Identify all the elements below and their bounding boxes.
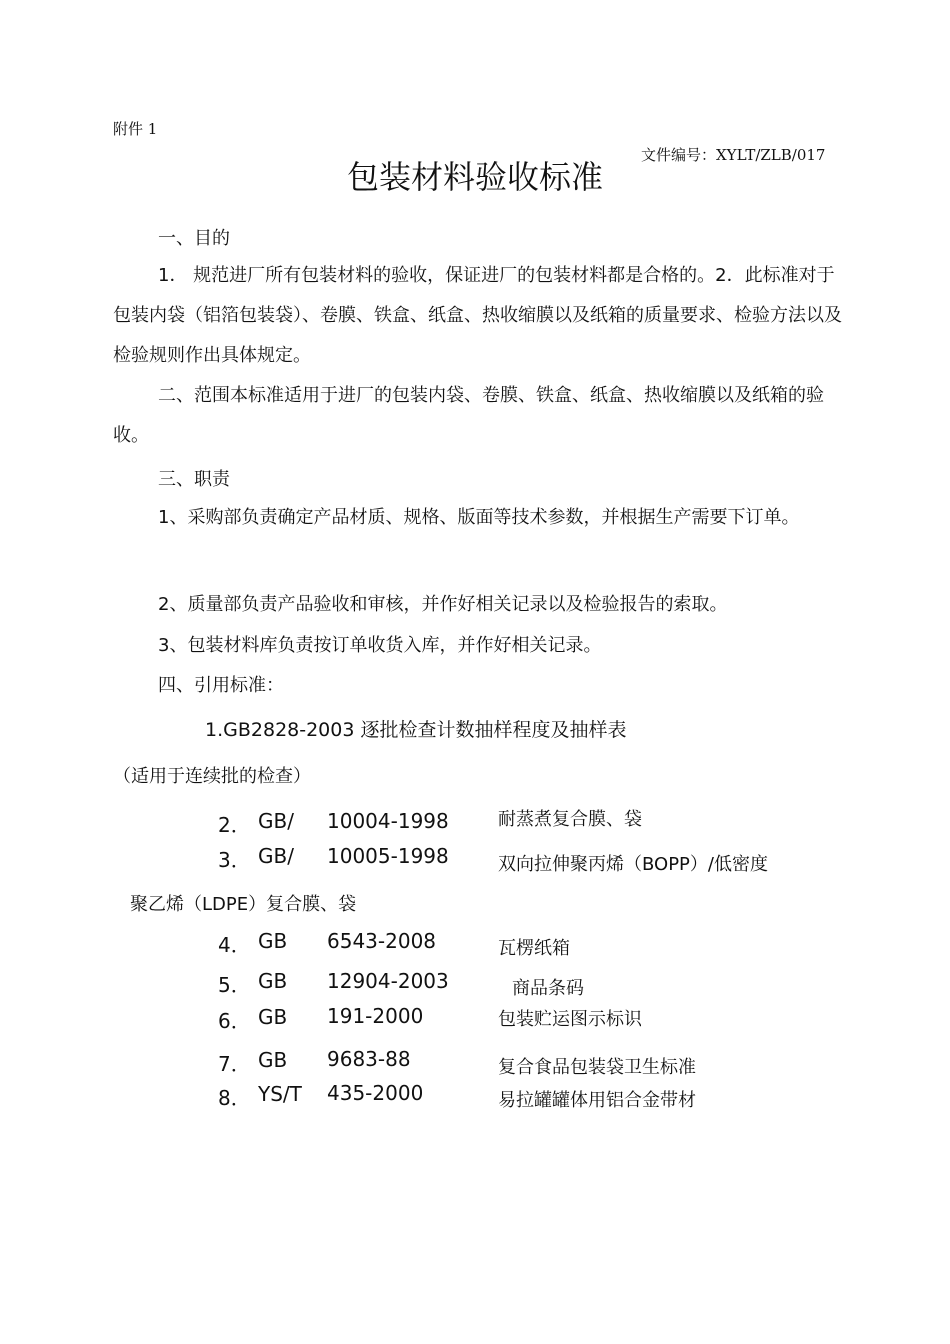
reference-3-desc: 双向拉伸聚丙烯（BOPP）/低密度 (498, 854, 768, 875)
reference-1-note: （适用于连续批的检查） (113, 766, 311, 787)
page-title: 包装材料验收标准 (346, 158, 603, 196)
reference-2-desc: 耐蒸煮复合膜、袋 (498, 809, 642, 830)
reference-2-number: 2． (218, 813, 251, 837)
section-scope-paragraph: 二、范围本标准适用于进厂的包装内袋、卷膜、铁盒、纸盒、热收缩膜以及纸箱的验收。 (113, 385, 824, 446)
reference-6-org: GB (258, 1005, 288, 1029)
reference-8-number: 8． (218, 1086, 251, 1110)
reference-8-org: YS/T (258, 1082, 302, 1106)
duty-item-3: 3、包装材料库负责按订单收货入库，并作好相关记录。 (158, 635, 602, 656)
duty-item-1: 1、采购部负责确定产品材质、规格、版面等技术参数，并根据生产需要下订单。 (158, 507, 800, 528)
reference-4-number: 4． (218, 933, 251, 957)
reference-3-code: 10005-1998 (327, 844, 449, 868)
reference-5-number: 5． (218, 973, 251, 997)
section-reference-heading: 四、引用标准： (158, 675, 284, 696)
reference-3-number: 3． (218, 848, 251, 872)
reference-6-desc: 包装贮运图示标识 (498, 1009, 642, 1030)
reference-4-org: GB (258, 929, 288, 953)
document-number: 文件编号：XYLT/ZLB/017 (641, 146, 826, 164)
reference-8-code: 435-2000 (327, 1081, 424, 1105)
section-duty-heading: 三、职责 (158, 469, 230, 490)
reference-2-code: 10004-1998 (327, 809, 449, 833)
reference-6-code: 191-2000 (327, 1004, 424, 1028)
reference-1: 1.GB2828-2003 逐批检查计数抽样程度及抽样表 (205, 719, 627, 741)
reference-2-org: GB/ (258, 809, 294, 833)
reference-6-number: 6． (218, 1009, 251, 1033)
reference-5-desc: 商品条码 (512, 978, 584, 999)
reference-5-org: GB (258, 969, 288, 993)
section-purpose-paragraph: 1． 规范进厂所有包装材料的验收，保证进厂的包装材料都是合格的。2．此标准对于包装内袋（铝箔包装袋）、卷膜、铁盒、纸盒、热收缩膜以及纸箱的质量要求、检验方法以及检验规则作出具体规定。 (113, 265, 842, 366)
reference-3-org: GB/ (258, 844, 294, 868)
reference-8-desc: 易拉罐罐体用铝合金带材 (498, 1090, 696, 1111)
reference-5-code: 12904-2003 (327, 969, 449, 993)
reference-7-number: 7． (218, 1052, 251, 1076)
section-purpose-heading: 一、目的 (158, 228, 230, 249)
attachment-label: 附件 1 (113, 120, 158, 138)
reference-7-code: 9683-88 (327, 1047, 411, 1071)
reference-7-org: GB (258, 1048, 288, 1072)
reference-3-continuation: 聚乙烯（LDPE）复合膜、袋 (130, 894, 357, 915)
reference-7-desc: 复合食品包装袋卫生标准 (498, 1057, 696, 1078)
reference-4-code: 6543-2008 (327, 929, 437, 953)
duty-item-2: 2、质量部负责产品验收和审核，并作好相关记录以及检验报告的索取。 (158, 594, 728, 615)
reference-4-desc: 瓦楞纸箱 (498, 938, 570, 959)
